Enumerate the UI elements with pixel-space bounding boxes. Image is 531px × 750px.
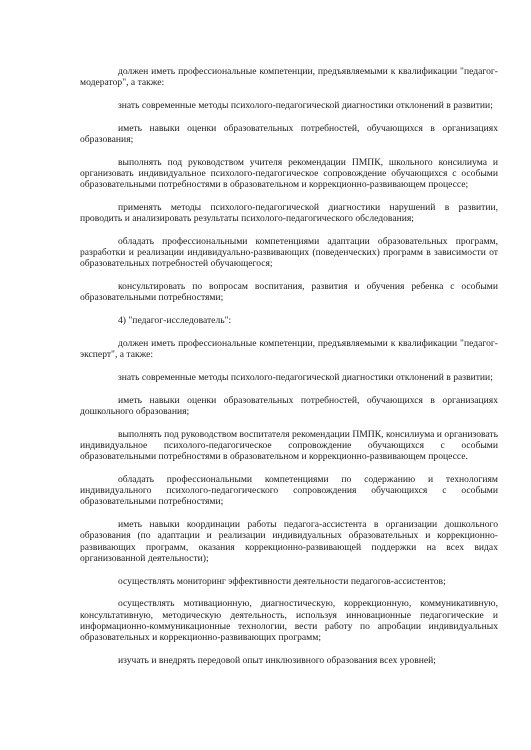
paragraph-7: консультировать по вопросам воспитания, развития и обучения ребенка с особыми образовательными потребностями; — [80, 281, 498, 304]
paragraph-10: знать современные методы психолого-педагогической диагностики отклонений в развитии; — [118, 372, 493, 383]
section-heading-4: 4) "педагог-исследователь": — [118, 315, 232, 327]
paragraph-3: иметь навыки оценки образовательных потребностей, обучающихся в организациях образования; — [80, 122, 498, 145]
paragraph-5: применять методы психолого-педагогической диагностики нарушений в развитии, проводить и анализировать результаты психолого-педагогического обследования; — [80, 202, 498, 225]
paragraph-12: выполнять под руководством воспитателя рекомендации ПМПК, консилиума и организовать индивидуальное психолого-педагогическое сопровождение обучающихся с особыми образовательными потребностями в образовательном и коррекционно-развивающем процессе. — [80, 428, 498, 463]
paragraph-14: иметь навыки координации работы педагога-ассистента в организации дошкольного образования (по адаптации и реализации индивидуальных образовательных и коррекционно-развивающих программ, оказания коррекционно-развивающей поддержки на всех видах организованной деятельности); — [80, 519, 498, 564]
paragraph-15: осуществлять мониторинг эффективности деятельности педагогов-ассистентов; — [118, 575, 446, 587]
paragraph-16: осуществлять мотивационную, диагностическую, коррекционную, коммуникативную, консультативную, методическую деятельность, используя инновационные педагогические и информационно-коммуникационные технологии, вести работу по апробации индивидуальных образовательных и коррекционно-развивающих программ; — [80, 598, 498, 644]
paragraph-4: выполнять под руководством учителя рекомендации ПМПК, школьного консилиума и организовать индивидуальное психолого-педагогическое сопровождение обучающихся с особыми образовательными потребностями в образовательном и коррекционно-развивающем процессе; — [80, 156, 498, 191]
paragraph-11: иметь навыки оценки образовательных потребностей, обучающихся в организациях дошкольного образования; — [80, 394, 498, 417]
document-body — [80, 66, 498, 678]
paragraph-6: обладать профессиональными компетенциями адаптации образовательных программ, разработки и реализации индивидуально-развивающих (поведенческих) программ в зависимости от образовательных потребностей обучающегося; — [80, 236, 498, 270]
paragraph-17: изучать и внедрять передовой опыт инклюзивного образования всех уровней; — [118, 654, 436, 666]
paragraph-1: должен иметь профессиональные компетенции, предъявляемыми к квалификации "педагог-модератор", а также: — [80, 66, 498, 89]
paragraph-2: знать современные методы психолого-педагогической диагностики отклонений в развитии; — [118, 100, 493, 111]
paragraph-13: обладать профессиональными компетенциями по содержанию и технологиям индивидуального психолого-педагогического сопровождения обучающихся с особыми образовательными потребностями; — [80, 474, 498, 508]
paragraph-9: должен иметь профессиональные компетенции, предъявляемыми к квалификации "педагог-эксперт", а также: — [80, 338, 498, 361]
